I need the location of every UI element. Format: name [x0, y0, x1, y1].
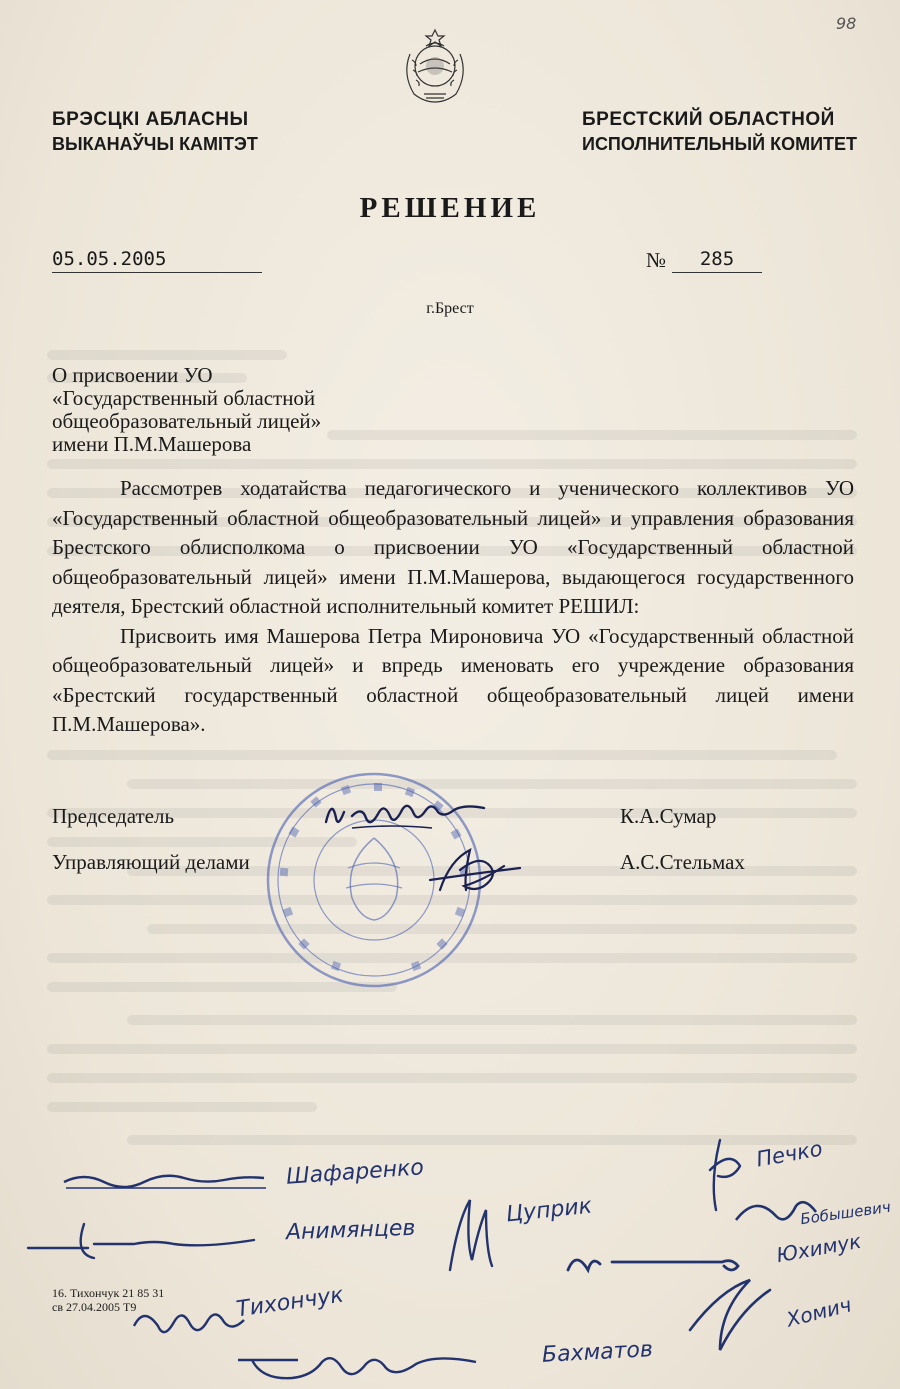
bleed-through-texture	[52, 340, 854, 1160]
header-left	[52, 108, 258, 156]
chairman-name: К.А.Сумар	[620, 804, 717, 828]
archive-number: 98	[836, 14, 857, 33]
number-label: №	[646, 248, 667, 272]
footer-line: св 27.04.2005 Т9	[52, 1300, 137, 1314]
manager-title: Управляющий делами	[52, 850, 250, 874]
document-date: 05.05.2005	[52, 248, 262, 273]
visa-name-9: Хомич	[784, 1292, 854, 1332]
body-paragraph: Присвоить имя Машерова Петра Мироновича УО «Государственный областной общеобразовательный лицей» и впредь именовать его учреждение образования «Брестский государственный областной общеобразовательный лицей имени П.М.Машерова».	[52, 623, 854, 736]
visa-scribble-5	[232, 1340, 532, 1386]
chairman-signature	[322, 792, 522, 838]
visa-scribble-3	[440, 1190, 500, 1280]
footer-line: 16. Тихончук 21 85 31	[52, 1286, 165, 1300]
visa-name-8: Юхимук	[774, 1228, 863, 1268]
document-body	[52, 474, 854, 740]
header-right-line1: БРЕСТСКИЙ ОБЛАСТНОЙ	[582, 109, 835, 130]
body-paragraph: Рассмотрев ходатайства педагогического и ученического коллективов УО «Государственный областной общеобразовательный лицей» и управления образования Брестского облисполкома о присвоении УО «Государственный областной общеобразовательный лицей» имени П.М.Машерова, выдающегося государственного деятеля, Брестский областной исполнительный комитет РЕШИЛ:	[52, 476, 854, 618]
document-subject	[52, 364, 321, 456]
document-footer	[52, 1286, 164, 1314]
visa-name-6: Печко	[754, 1136, 825, 1172]
visa-name-3: Цуприк	[504, 1193, 594, 1228]
visa-scribble-9	[680, 1270, 780, 1360]
document-city: г.Брест	[426, 300, 474, 317]
document-title: РЕШЕНИЕ	[359, 192, 541, 224]
visa-name-5: Бахматов	[541, 1337, 654, 1368]
subject-line: общеобразовательный лицей»	[52, 409, 322, 433]
manager-name: А.С.Стельмах	[620, 850, 745, 874]
visa-name-4: Тихончук	[234, 1282, 346, 1323]
visa-name-7: Бобышевич	[799, 1197, 892, 1229]
belarus-emblem-icon	[396, 24, 474, 106]
header-left-line2: ВЫКАНАЎЧЫ КАМІТЭТ	[52, 134, 258, 154]
visa-name-2: Анимянцев	[285, 1215, 416, 1246]
visa-scribble-1	[60, 1160, 280, 1200]
subject-line: имени П.М.Машерова	[52, 432, 252, 456]
header-right	[582, 108, 857, 156]
manager-signature	[420, 840, 530, 900]
chairman-title: Председатель	[52, 804, 175, 828]
header-right-line2: ИСПОЛНИТЕЛЬНЫЙ КОМИТЕТ	[582, 134, 858, 154]
visa-name-1: Шафаренко	[285, 1155, 425, 1190]
subject-line: «Государственный областной	[52, 386, 316, 410]
document-number: 285	[672, 248, 762, 273]
subject-line: О присвоении УО	[52, 363, 213, 387]
header-left-line1: БРЭСЦКІ АБЛАСНЫ	[52, 109, 249, 130]
visa-scribble-2	[24, 1214, 274, 1264]
